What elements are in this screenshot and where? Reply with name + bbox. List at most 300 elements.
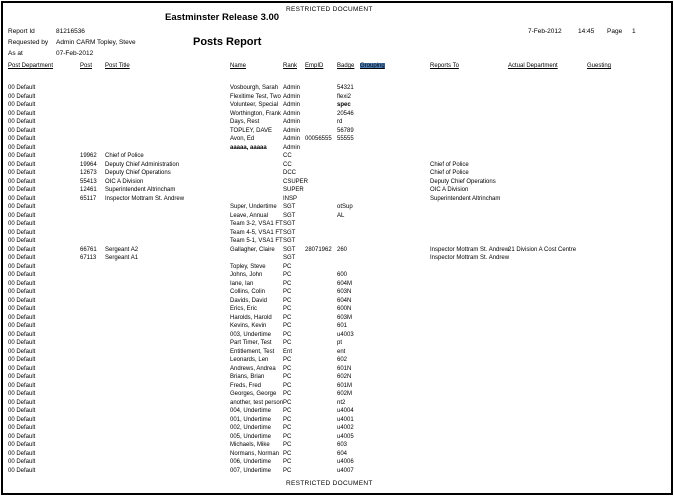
cell-empid (305, 254, 337, 263)
cell-grouping (360, 212, 430, 221)
cell-rank: Admin (283, 93, 301, 100)
cell-guest (587, 305, 666, 314)
cell-actual (508, 458, 587, 467)
cell-name (230, 254, 283, 263)
cell-name: Erics, Eric (230, 306, 257, 312)
cell-grouping (360, 127, 430, 136)
cell-guest (587, 458, 666, 467)
cell-badge: 601 (337, 323, 348, 329)
cell-title (105, 263, 230, 272)
cell-rank: CC (283, 161, 292, 168)
table-row (8, 220, 666, 229)
cell-title (105, 229, 230, 238)
cell-rank: INSP (283, 195, 298, 202)
cell-name: Volunteer, Special (230, 102, 279, 108)
cell-title (105, 203, 230, 212)
cell-badge: 602M (337, 391, 353, 397)
cell-grouping (360, 407, 430, 416)
table-row (8, 339, 666, 348)
table-row (8, 305, 666, 314)
cell-reports (430, 424, 508, 433)
cell-grouping (360, 450, 430, 459)
cell-title (105, 288, 230, 297)
cell-empid (305, 93, 337, 102)
cell-guest (587, 416, 666, 425)
cell-name (230, 161, 283, 170)
cell-guest (587, 195, 666, 204)
cell-title (105, 390, 230, 399)
cell-name: Davids, David (230, 297, 268, 304)
cell-actual (508, 297, 587, 306)
cell-actual (508, 229, 587, 238)
cell-empid (305, 237, 337, 246)
cell-dept: 00 Default (8, 408, 36, 414)
cell-badge: 604 (337, 450, 348, 457)
cell-guest (587, 144, 666, 153)
cell-rank: Ent (283, 348, 293, 355)
table-row (8, 314, 666, 323)
cell-post (80, 297, 105, 306)
cell-badge (337, 144, 360, 153)
table-row (8, 263, 666, 272)
cell-empid (305, 424, 337, 433)
cell-actual (508, 127, 587, 136)
cell-reports (430, 433, 508, 442)
cell-name: Georges, George (230, 391, 277, 397)
table-row (8, 373, 666, 382)
cell-reports (430, 229, 508, 238)
cell-grouping (360, 118, 430, 127)
cell-actual (508, 280, 587, 289)
cell-dept: 00 Default (8, 212, 36, 219)
cell-actual (508, 220, 587, 229)
cell-title (105, 144, 230, 153)
cell-actual (508, 186, 587, 195)
cell-guest (587, 433, 666, 442)
cell-grouping (360, 314, 430, 323)
cell-guest (587, 322, 666, 331)
cell-actual (508, 356, 587, 365)
table-row (8, 212, 666, 221)
cell-name: Michaels, Mike (230, 442, 270, 448)
cell-post (80, 399, 105, 408)
cell-actual (508, 169, 587, 178)
cell-reports (430, 288, 508, 297)
cell-dept: 00 Default (8, 357, 36, 363)
cell-grouping (360, 144, 430, 153)
cell-actual (508, 161, 587, 170)
cell-name: Collins, Colin (230, 289, 266, 295)
cell-reports (430, 127, 508, 136)
cell-dept: 00 Default (8, 459, 36, 465)
cell-name: 006, Undertime (230, 459, 272, 465)
cell-empid (305, 110, 337, 119)
cell-post (80, 280, 105, 289)
cell-grouping (360, 322, 430, 331)
cell-reports (430, 263, 508, 272)
cell-actual (508, 195, 587, 204)
cell-post: 67113 (80, 255, 97, 261)
table-row (8, 322, 666, 331)
cell-actual (508, 263, 587, 272)
cell-post (80, 348, 105, 357)
cell-post (80, 118, 105, 127)
cell-post (80, 382, 105, 391)
cell-reports (430, 220, 508, 229)
cell-actual (508, 390, 587, 399)
cell-badge: u4001 (337, 416, 354, 423)
cell-name: 007, Undertime (230, 467, 272, 474)
cell-rank: Admin (283, 136, 301, 142)
cell-actual (508, 212, 587, 221)
application-title: Eastminster Release 3.00 (165, 12, 280, 23)
cell-badge: ent (337, 348, 346, 355)
cell-reports (430, 118, 508, 127)
cell-reports (430, 203, 508, 212)
cell-rank: PC (283, 306, 292, 312)
cell-empid (305, 127, 337, 136)
cell-name: Leave, Annual (230, 212, 269, 219)
cell-post: 12461 (80, 187, 97, 193)
cell-post (80, 433, 105, 442)
cell-name: Gallagher, Claire (230, 246, 275, 253)
cell-name (230, 169, 283, 178)
cell-title: Chief of Police (105, 153, 144, 159)
cell-actual (508, 424, 587, 433)
cell-title (105, 467, 230, 476)
cell-actual (508, 416, 587, 425)
cell-empid (305, 288, 337, 297)
requested-by-value: Admin CARM Topley, Steve (56, 39, 136, 46)
cell-rank: PC (283, 365, 292, 372)
cell-dept: 00 Default (8, 238, 36, 244)
cell-rank: SUPER (283, 187, 304, 193)
cell-grouping (360, 229, 430, 238)
cell-badge: 604N (337, 297, 352, 304)
table-row (8, 441, 666, 450)
restricted-banner-top: RESTRICTED DOCUMENT (286, 6, 373, 13)
cell-guest (587, 127, 666, 136)
column-header-grouping-selected[interactable]: Grouping (360, 63, 385, 69)
cell-badge: 603M (337, 314, 353, 321)
cell-reports: OIC A Division (430, 187, 469, 193)
cell-empid (305, 152, 337, 161)
cell-grouping (360, 280, 430, 289)
cell-guest (587, 237, 666, 246)
cell-reports: Inspector Mottram St. Andrew (430, 246, 510, 253)
cell-title (105, 118, 230, 127)
cell-post (80, 424, 105, 433)
cell-guest (587, 382, 666, 391)
cell-badge: nt2 (337, 399, 346, 406)
cell-name: Days, Rest (230, 119, 260, 125)
table-row (8, 161, 666, 170)
cell-rank: PC (283, 408, 292, 414)
cell-empid (305, 390, 337, 399)
cell-grouping (360, 135, 430, 144)
cell-title (105, 365, 230, 374)
cell-dept: 00 Default (8, 289, 36, 295)
cell-name: Part Timer, Test (230, 340, 272, 346)
cell-reports (430, 212, 508, 221)
cell-dept: 00 Default (8, 442, 36, 448)
cell-actual (508, 433, 587, 442)
cell-actual (508, 450, 587, 459)
cell-post (80, 110, 105, 119)
cell-rank: PC (283, 450, 292, 457)
cell-reports: Superintendent Altrincham (430, 195, 501, 202)
cell-dept: 00 Default (8, 195, 36, 202)
cell-grouping (360, 441, 430, 450)
cell-reports: Chief of Police (430, 161, 469, 168)
table-row (8, 331, 666, 340)
cell-grouping (360, 195, 430, 204)
cell-reports (430, 322, 508, 331)
as-at-value: 07-Feb-2012 (56, 50, 94, 57)
cell-title (105, 305, 230, 314)
cell-actual (508, 237, 587, 246)
table-row (8, 93, 666, 102)
cell-dept: 00 Default (8, 306, 36, 312)
cell-post (80, 263, 105, 272)
cell-badge: spec (337, 102, 351, 108)
cell-grouping (360, 288, 430, 297)
table-row (8, 144, 666, 153)
cell-actual (508, 271, 587, 280)
cell-guest (587, 280, 666, 289)
cell-badge: 54321 (337, 85, 354, 91)
cell-guest (587, 229, 666, 238)
cell-guest (587, 441, 666, 450)
cell-reports (430, 390, 508, 399)
cell-reports (430, 84, 508, 93)
cell-grouping (360, 373, 430, 382)
cell-title (105, 407, 230, 416)
cell-title (105, 93, 230, 102)
cell-guest (587, 212, 666, 221)
cell-title: OIC A Division (105, 178, 144, 185)
table-row (8, 127, 666, 136)
cell-name (230, 195, 283, 204)
cell-guest (587, 331, 666, 340)
table-row (8, 390, 666, 399)
cell-name: Team 4-5, VSA1 FT (230, 229, 283, 236)
cell-title (105, 220, 230, 229)
cell-actual (508, 441, 587, 450)
cell-grouping (360, 254, 430, 263)
cell-dept: 00 Default (8, 467, 36, 474)
cell-badge: u4002 (337, 425, 354, 431)
cell-rank: Admin (283, 110, 301, 117)
cell-guest (587, 161, 666, 170)
cell-title (105, 135, 230, 144)
cell-title (105, 399, 230, 408)
cell-post: 19964 (80, 161, 97, 168)
table-row (8, 382, 666, 391)
cell-badge (337, 169, 360, 178)
cell-guest (587, 373, 666, 382)
cell-grouping (360, 339, 430, 348)
cell-post (80, 271, 105, 280)
cell-post (80, 135, 105, 144)
table-row (8, 271, 666, 280)
cell-title (105, 416, 230, 425)
cell-badge: flexi2 (337, 93, 352, 100)
cell-title (105, 101, 230, 110)
restricted-banner-bottom: RESTRICTED DOCUMENT (286, 480, 373, 487)
cell-rank: SGT (283, 229, 296, 236)
requested-by-label: Requested by (8, 39, 49, 46)
cell-title (105, 280, 230, 289)
cell-name: TOPLEY, DAVE (230, 127, 273, 134)
cell-guest (587, 246, 666, 255)
cell-guest (587, 390, 666, 399)
cell-grouping (360, 203, 430, 212)
cell-rank: SGT (283, 238, 296, 244)
cell-grouping (360, 93, 430, 102)
cell-guest (587, 178, 666, 187)
table-row (8, 288, 666, 297)
cell-grouping (360, 365, 430, 374)
cell-dept: 00 Default (8, 204, 36, 210)
cell-guest (587, 169, 666, 178)
cell-reports (430, 237, 508, 246)
cell-badge: 602 (337, 357, 348, 363)
cell-reports (430, 407, 508, 416)
cell-rank: PC (283, 382, 292, 389)
column-header-name: Name (230, 63, 247, 69)
cell-rank: PC (283, 314, 292, 321)
cell-actual (508, 339, 587, 348)
cell-grouping (360, 178, 430, 187)
cell-actual (508, 93, 587, 102)
cell-title (105, 458, 230, 467)
cell-post: 66761 (80, 246, 97, 253)
cell-empid (305, 373, 337, 382)
cell-badge: otSup (337, 204, 353, 210)
cell-grouping (360, 399, 430, 408)
page-number: 1 (632, 28, 636, 35)
cell-badge: 600N (337, 306, 352, 312)
cell-dept: 00 Default (8, 331, 36, 338)
table-row (8, 416, 666, 425)
cell-empid (305, 356, 337, 365)
cell-badge (337, 263, 360, 272)
cell-post (80, 441, 105, 450)
cell-reports (430, 339, 508, 348)
cell-badge: 260 (337, 246, 348, 253)
cell-title: Deputy Chief Operations (105, 170, 171, 176)
cell-empid (305, 433, 337, 442)
cell-post (80, 220, 105, 229)
cell-badge: u4006 (337, 459, 354, 465)
cell-name: Super, Undertime (230, 204, 277, 210)
cell-badge: rd (337, 119, 343, 125)
cell-post (80, 356, 105, 365)
cell-post (80, 314, 105, 323)
cell-rank: PC (283, 433, 292, 440)
table-row (8, 178, 666, 187)
table-row (8, 356, 666, 365)
cell-actual (508, 467, 587, 476)
cell-grouping (360, 458, 430, 467)
column-header-actual-department: Actual Department (508, 63, 558, 69)
cell-badge: AL (337, 212, 345, 219)
cell-badge: u4007 (337, 467, 354, 474)
cell-dept: 00 Default (8, 144, 36, 151)
cell-post (80, 84, 105, 93)
cell-guest (587, 186, 666, 195)
cell-guest (587, 263, 666, 272)
cell-actual: 21 Division A Cost Centre (508, 246, 577, 253)
cell-title (105, 127, 230, 136)
report-id-value: 81216536 (56, 28, 85, 35)
cell-empid (305, 220, 337, 229)
cell-title (105, 322, 230, 331)
table-row (8, 450, 666, 459)
cell-badge (337, 161, 360, 170)
cell-post (80, 212, 105, 221)
cell-grouping (360, 356, 430, 365)
cell-guest (587, 365, 666, 374)
cell-rank: Admin (283, 85, 301, 91)
cell-rank: Admin (283, 102, 301, 108)
cell-reports (430, 382, 508, 391)
cell-badge (337, 152, 360, 161)
cell-title (105, 271, 230, 280)
print-date: 7-Feb-2012 (528, 28, 562, 35)
cell-badge: 56789 (337, 127, 354, 134)
cell-name: Brians, Brian (230, 374, 265, 380)
cell-dept: 00 Default (8, 433, 36, 440)
cell-dept: 00 Default (8, 153, 36, 159)
cell-empid (305, 297, 337, 306)
cell-post: 12673 (80, 170, 97, 176)
table-row (8, 254, 666, 263)
cell-reports (430, 399, 508, 408)
cell-dept: 00 Default (8, 425, 36, 431)
cell-guest (587, 118, 666, 127)
table-row (8, 407, 666, 416)
cell-actual (508, 118, 587, 127)
cell-name: 002, Undertime (230, 425, 272, 431)
cell-rank: PC (283, 416, 292, 423)
cell-actual (508, 314, 587, 323)
cell-dept: 00 Default (8, 272, 36, 278)
table-row (8, 424, 666, 433)
cell-actual (508, 135, 587, 144)
cell-title (105, 212, 230, 221)
cell-rank: PC (283, 280, 292, 287)
cell-name: Topley, Steve (230, 263, 266, 270)
cell-dept: 00 Default (8, 229, 36, 236)
cell-actual (508, 152, 587, 161)
cell-actual (508, 178, 587, 187)
cell-badge: 603 (337, 442, 348, 448)
cell-actual (508, 365, 587, 374)
cell-actual (508, 101, 587, 110)
report-id-label: Report Id (8, 28, 35, 35)
cell-empid (305, 101, 337, 110)
cell-empid (305, 271, 337, 280)
cell-rank: PC (283, 297, 292, 304)
cell-rank: PC (283, 340, 292, 346)
cell-badge: 603N (337, 289, 352, 295)
cell-rank: SGT (283, 255, 296, 261)
table-row (8, 203, 666, 212)
cell-post: 55413 (80, 178, 97, 185)
cell-actual (508, 331, 587, 340)
